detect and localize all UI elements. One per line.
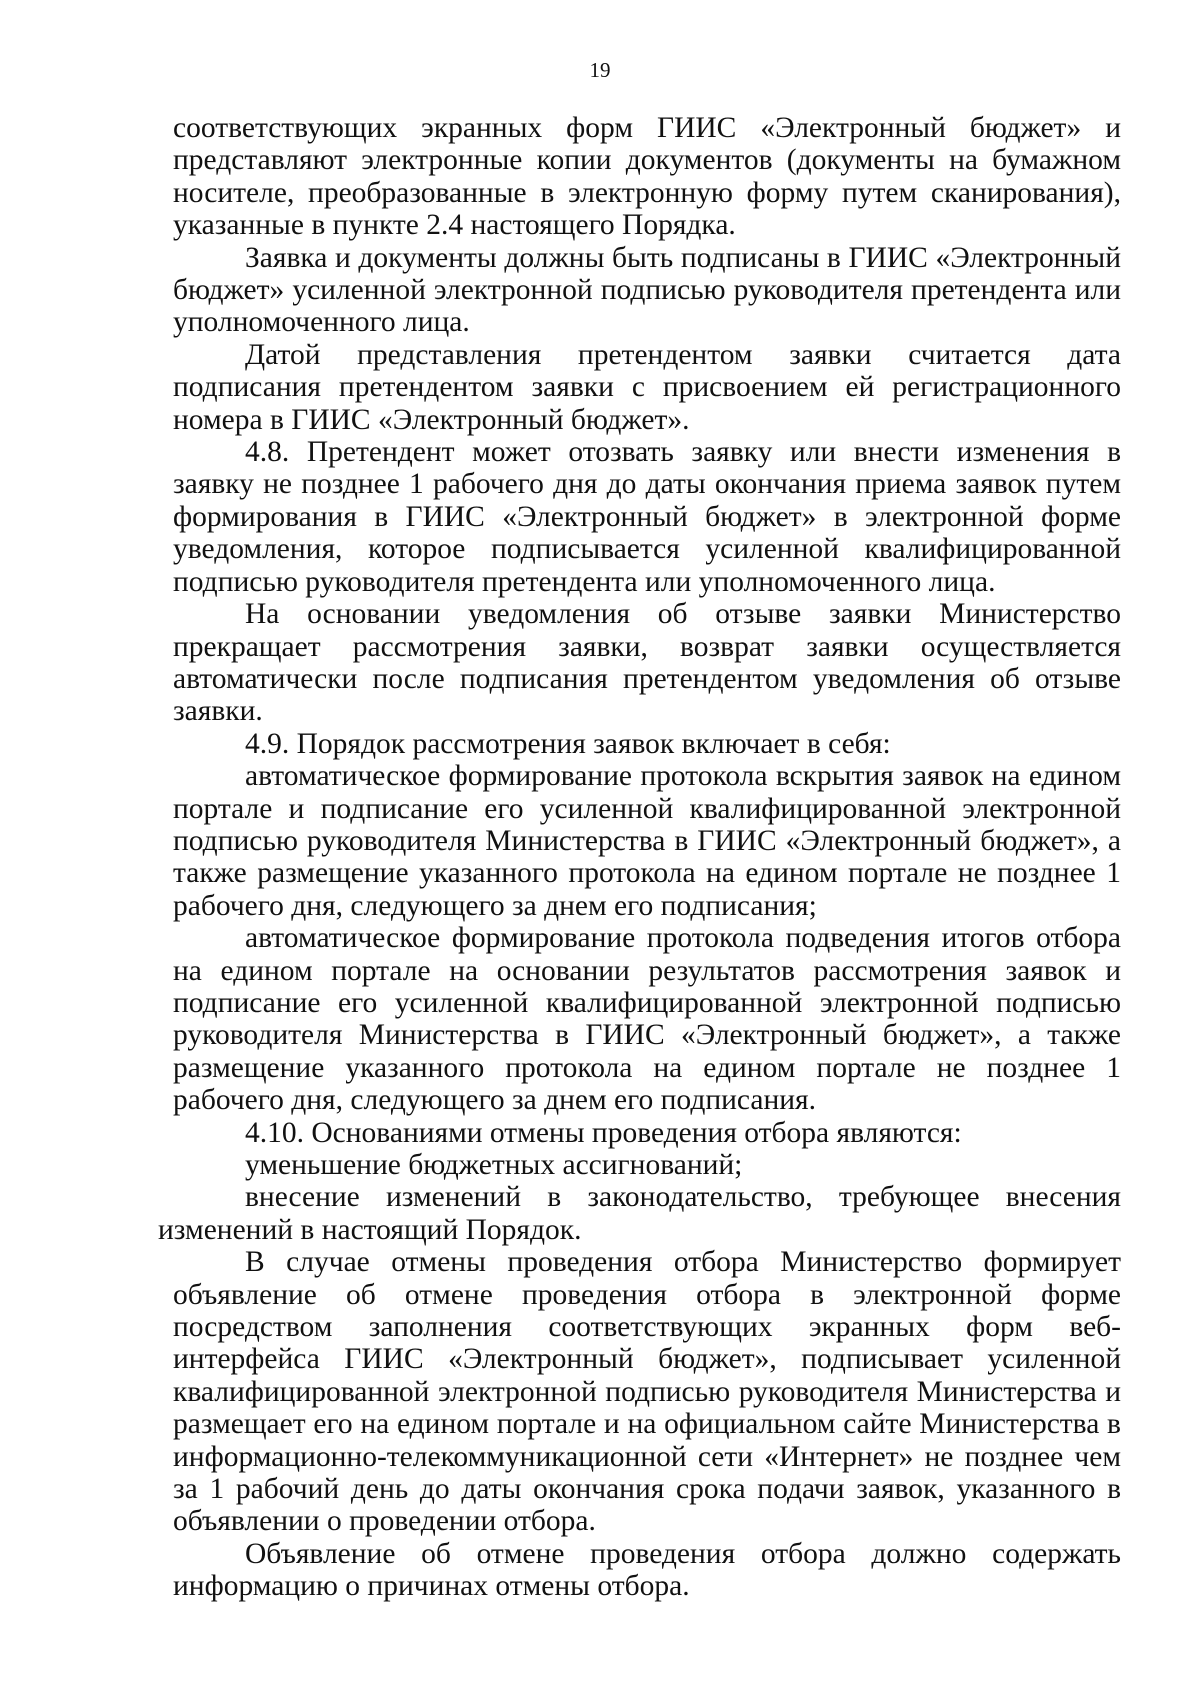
- paragraph: 4.8. Претендент может отозвать заявку или внести изменения в заявку не позднее 1 рабочего дня до даты окончания приема заявок путем формирования в ГИИС «Электронный бюджет» в электронной форме уведомления, которое подписывается усиленной квалифицированной подписью руководителя претендента или уполномоченного лица.: [173, 436, 1121, 598]
- paragraph: соответствующих экранных форм ГИИС «Электронный бюджет» и представляют электронные копии документов (документы на бумажном носителе, преобразованные в электронную форму путем сканирования), указанные в пункте 2.4 настоящего Порядка.: [173, 112, 1121, 242]
- paragraph: В случае отмены проведения отбора Министерство формирует объявление об отмене проведения отбора в электронной форме посредством заполнения соответствующих экранных форм веб-интерфейса ГИИС «Электронный бюджет», подписывает усиленной квалифицированной электронной подписью руководителя Министерства и размещает его на едином портале и на официальном сайте Министерства в информационно-телекоммуникационной сети «Интернет» не позднее чем за 1 рабочий день до даты окончания срока подачи заявок, указанного в объявлении о проведении отбора.: [173, 1246, 1121, 1538]
- document-body: [158, 112, 1121, 1603]
- paragraph: автоматическое формирование протокола подведения итогов отбора на едином портале на основании результатов рассмотрения заявок и подписание его усиленной квалифицированной электронной подписью руководителя Министерства в ГИИС «Электронный бюджет», а также размещение указанного протокола на едином портале не позднее 1 рабочего дня, следующего за днем его подписания.: [173, 922, 1121, 1117]
- paragraph: 4.9. Порядок рассмотрения заявок включает в себя:: [245, 727, 891, 760]
- paragraph: На основании уведомления об отзыве заявки Министерство прекращает рассмотрения заявки, возврат заявки осуществляется автоматически после подписания претендентом уведомления об отзыве заявки.: [173, 598, 1121, 728]
- paragraph: Датой представления претендентом заявки считается дата подписания претендентом заявки с присвоением ей регистрационного номера в ГИИС «Электронный бюджет».: [173, 338, 1121, 436]
- page-number: 19: [589, 58, 611, 82]
- paragraph: внесение изменений в законодательство, требующее внесения изменений в настоящий Порядок.: [158, 1181, 1121, 1246]
- paragraph: Заявка и документы должны быть подписаны в ГИИС «Электронный бюджет» усиленной электронной подписью руководителя претендента или уполномоченного лица.: [173, 241, 1121, 339]
- paragraph: Объявление об отмене проведения отбора должно содержать информацию о причинах отмены отбора.: [173, 1537, 1121, 1603]
- paragraph: 4.10. Основаниями отмены проведения отбора являются:: [245, 1116, 962, 1149]
- paragraph: уменьшение бюджетных ассигнований;: [245, 1149, 743, 1181]
- paragraph: автоматическое формирование протокола вскрытия заявок на едином портале и подписание его усиленной квалифицированной электронной подписью руководителя Министерства в ГИИС «Электронный бюджет», а также размещение указанного протокола на едином портале не позднее 1 рабочего дня, следующего за днем его подписания;: [173, 760, 1121, 922]
